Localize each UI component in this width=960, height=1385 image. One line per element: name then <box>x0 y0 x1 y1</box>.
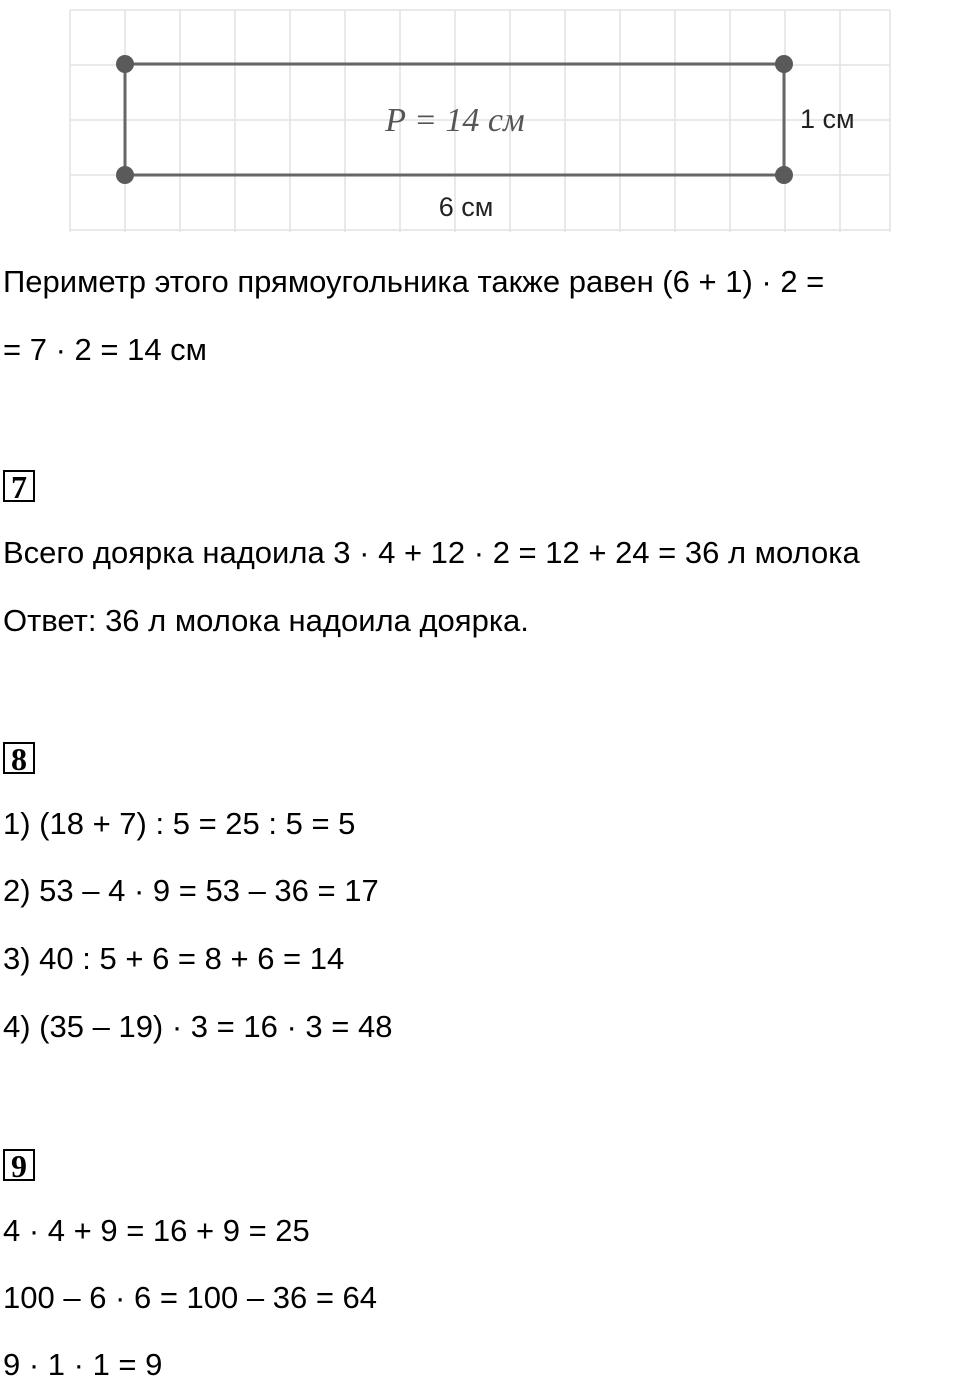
perimeter-text-line-2: = 7 · 2 = 14 см <box>3 332 207 367</box>
task-number-7: 7 <box>3 470 35 502</box>
task-8-line-3: 3) 40 : 5 + 6 = 8 + 6 = 14 <box>3 941 345 976</box>
task-8-line-2: 2) 53 – 4 · 9 = 53 – 36 = 17 <box>3 873 379 908</box>
perimeter-label: P = 14 см <box>385 102 525 139</box>
task-8-line-4: 4) (35 – 19) · 3 = 16 · 3 = 48 <box>3 1009 393 1044</box>
vertex-top-left <box>116 55 134 73</box>
task-number-8: 8 <box>3 742 35 774</box>
task-9-line-3: 9 · 1 · 1 = 9 <box>3 1347 163 1382</box>
vertex-bottom-right <box>775 166 793 184</box>
task-9-line-1: 4 · 4 + 9 = 16 + 9 = 25 <box>3 1213 310 1248</box>
vertex-top-right <box>775 55 793 73</box>
task-9-line-2: 100 – 6 · 6 = 100 – 36 = 64 <box>3 1280 378 1315</box>
rectangle-figure <box>0 0 960 245</box>
task-8-line-1: 1) (18 + 7) : 5 = 25 : 5 = 5 <box>3 806 356 841</box>
height-label: 1 см <box>800 104 855 134</box>
width-label: 6 см <box>438 192 494 222</box>
perimeter-text-line-1: Периметр этого прямоугольника также равен (6 + 1) · 2 = <box>3 264 825 299</box>
task-number-9: 9 <box>3 1149 35 1181</box>
task-7-line-2: Ответ: 36 л молока надоила доярка. <box>3 603 529 638</box>
vertex-bottom-left <box>116 166 134 184</box>
task-7-line-1: Всего доярка надоила 3 · 4 + 12 · 2 = 12 + 24 = 36 л молока <box>3 535 860 570</box>
